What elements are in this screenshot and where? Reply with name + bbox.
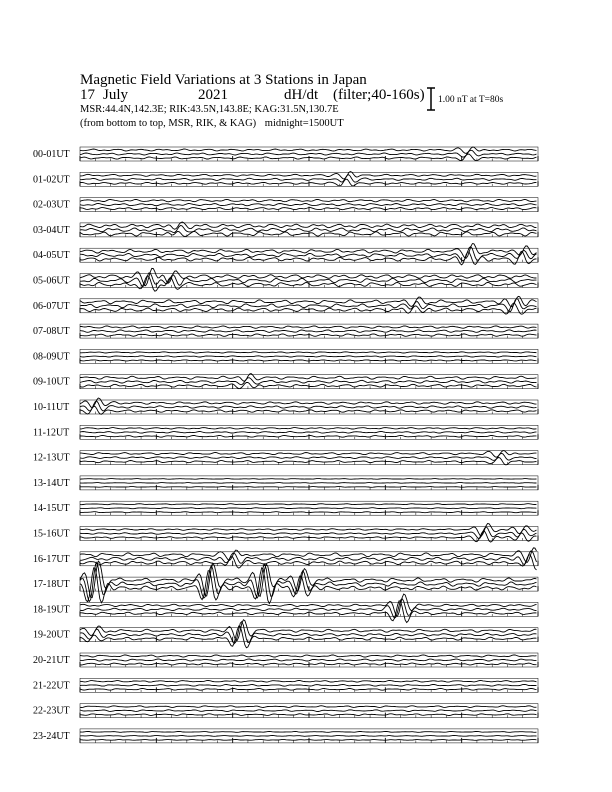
order-note: (from bottom to top, MSR, RIK, & KAG) bbox=[80, 118, 257, 129]
trace-row bbox=[33, 678, 538, 692]
trace-rik bbox=[80, 659, 537, 661]
row-label: 04-05UT bbox=[33, 250, 70, 262]
trace-row bbox=[33, 374, 538, 389]
trace-kag bbox=[80, 154, 537, 161]
row-label: 11-12UT bbox=[33, 427, 70, 439]
trace-kag bbox=[80, 555, 537, 570]
trace-row bbox=[33, 222, 538, 237]
trace-kag bbox=[80, 568, 537, 604]
trace-msr bbox=[80, 428, 537, 429]
trace-kag bbox=[80, 714, 537, 716]
row-label: 09-10UT bbox=[33, 376, 70, 388]
trace-kag bbox=[80, 382, 537, 388]
trace-msr bbox=[80, 655, 537, 657]
row-label: 08-09UT bbox=[33, 351, 70, 363]
row-label: 01-02UT bbox=[33, 174, 70, 186]
trace-kag bbox=[80, 663, 537, 665]
trace-rik bbox=[80, 684, 537, 686]
row-label: 22-23UT bbox=[33, 705, 70, 717]
trace-msr bbox=[80, 172, 537, 180]
row-label: 03-04UT bbox=[33, 224, 70, 236]
trace-rik bbox=[80, 453, 537, 460]
trace-row bbox=[33, 244, 538, 265]
trace-msr bbox=[80, 681, 537, 683]
row-label: 14-15UT bbox=[33, 503, 70, 515]
trace-kag bbox=[80, 512, 537, 513]
trace-row bbox=[33, 349, 538, 363]
trace-row bbox=[33, 501, 538, 515]
trace-msr bbox=[80, 706, 537, 708]
trace-rik bbox=[80, 204, 537, 206]
row-label: 10-11UT bbox=[33, 402, 70, 413]
trace-row bbox=[33, 653, 538, 667]
trace-row bbox=[33, 704, 538, 718]
trace-msr bbox=[80, 296, 537, 306]
trace-row bbox=[33, 524, 538, 543]
chart-title: Magnetic Field Variations at 3 Stations in Japan bbox=[80, 72, 367, 88]
scale-bar bbox=[427, 88, 435, 110]
trace-row bbox=[33, 451, 538, 465]
trace-row bbox=[33, 296, 538, 314]
trace-rik bbox=[80, 599, 537, 619]
trace-rik bbox=[80, 508, 537, 509]
trace-row bbox=[33, 198, 538, 212]
row-label: 17-18UT bbox=[33, 579, 70, 591]
trace-msr bbox=[80, 352, 537, 353]
trace-msr bbox=[80, 524, 537, 536]
trace-row bbox=[33, 620, 538, 648]
trace-rik bbox=[80, 736, 537, 737]
trace-rik bbox=[80, 330, 537, 333]
scale-label: 1.00 nT at T=80s bbox=[438, 95, 504, 105]
trace-rik bbox=[80, 432, 537, 434]
row-label: 19-20UT bbox=[33, 629, 70, 641]
trace-kag bbox=[80, 740, 537, 741]
trace-row bbox=[33, 324, 538, 338]
trace-msr bbox=[80, 732, 537, 733]
trace-kag bbox=[80, 303, 537, 314]
trace-row bbox=[33, 548, 538, 570]
row-label: 12-13UT bbox=[33, 452, 70, 464]
row-label: 20-21UT bbox=[33, 655, 70, 666]
trace-kag bbox=[80, 208, 537, 210]
row-label: 00-01UT bbox=[33, 149, 70, 160]
date-day: 17 bbox=[80, 87, 95, 103]
trace-row bbox=[33, 729, 538, 743]
trace-rik bbox=[80, 483, 537, 484]
trace-kag bbox=[80, 487, 537, 488]
midnight-note: midnight=1500UT bbox=[264, 118, 344, 129]
row-label: 15-16UT bbox=[33, 528, 70, 540]
trace-rik bbox=[80, 356, 537, 357]
trace-msr bbox=[80, 326, 537, 328]
date-month: July bbox=[103, 87, 129, 103]
trace-row bbox=[33, 561, 538, 604]
trace-msr bbox=[80, 479, 537, 480]
row-label: 23-24UT bbox=[33, 730, 70, 742]
trace-rik bbox=[80, 401, 537, 411]
trace-row bbox=[33, 594, 538, 623]
trace-msr bbox=[80, 561, 537, 598]
trace-rik bbox=[80, 225, 537, 232]
row-label: 13-14UT bbox=[33, 477, 70, 489]
trace-row bbox=[33, 268, 538, 291]
row-label: 02-03UT bbox=[33, 199, 70, 211]
station-coordinates: MSR:44.4N,142.3E; RIK:43.5N,143.8E; KAG:31.5N,130.7E bbox=[80, 104, 339, 115]
date-year: 2021 bbox=[198, 87, 228, 103]
trace-row bbox=[33, 425, 538, 439]
trace-msr bbox=[80, 199, 537, 201]
row-label: 21-22UT bbox=[33, 680, 70, 692]
trace-rik bbox=[80, 622, 537, 644]
trace-row bbox=[33, 476, 538, 490]
trace-kag bbox=[80, 334, 537, 336]
trace-kag bbox=[80, 688, 537, 690]
row-label: 06-07UT bbox=[33, 300, 70, 312]
trace-rik bbox=[80, 710, 537, 712]
trace-msr bbox=[80, 451, 537, 458]
trace-row bbox=[33, 147, 538, 161]
trace-kag bbox=[80, 231, 537, 236]
trace-row bbox=[33, 172, 538, 187]
trace-rik bbox=[80, 247, 537, 261]
quantity-label: dH/dt bbox=[284, 87, 319, 103]
filter-label: (filter;40-160s) bbox=[333, 87, 425, 103]
trace-msr bbox=[80, 504, 537, 505]
trace-msr bbox=[80, 398, 537, 408]
row-label: 18-19UT bbox=[33, 604, 70, 616]
row-label: 05-06UT bbox=[33, 275, 70, 287]
trace-row bbox=[33, 398, 538, 414]
row-label: 16-17UT bbox=[33, 553, 70, 565]
row-label: 07-08UT bbox=[33, 326, 70, 338]
trace-kag bbox=[80, 435, 537, 437]
trace-kag bbox=[80, 360, 537, 361]
